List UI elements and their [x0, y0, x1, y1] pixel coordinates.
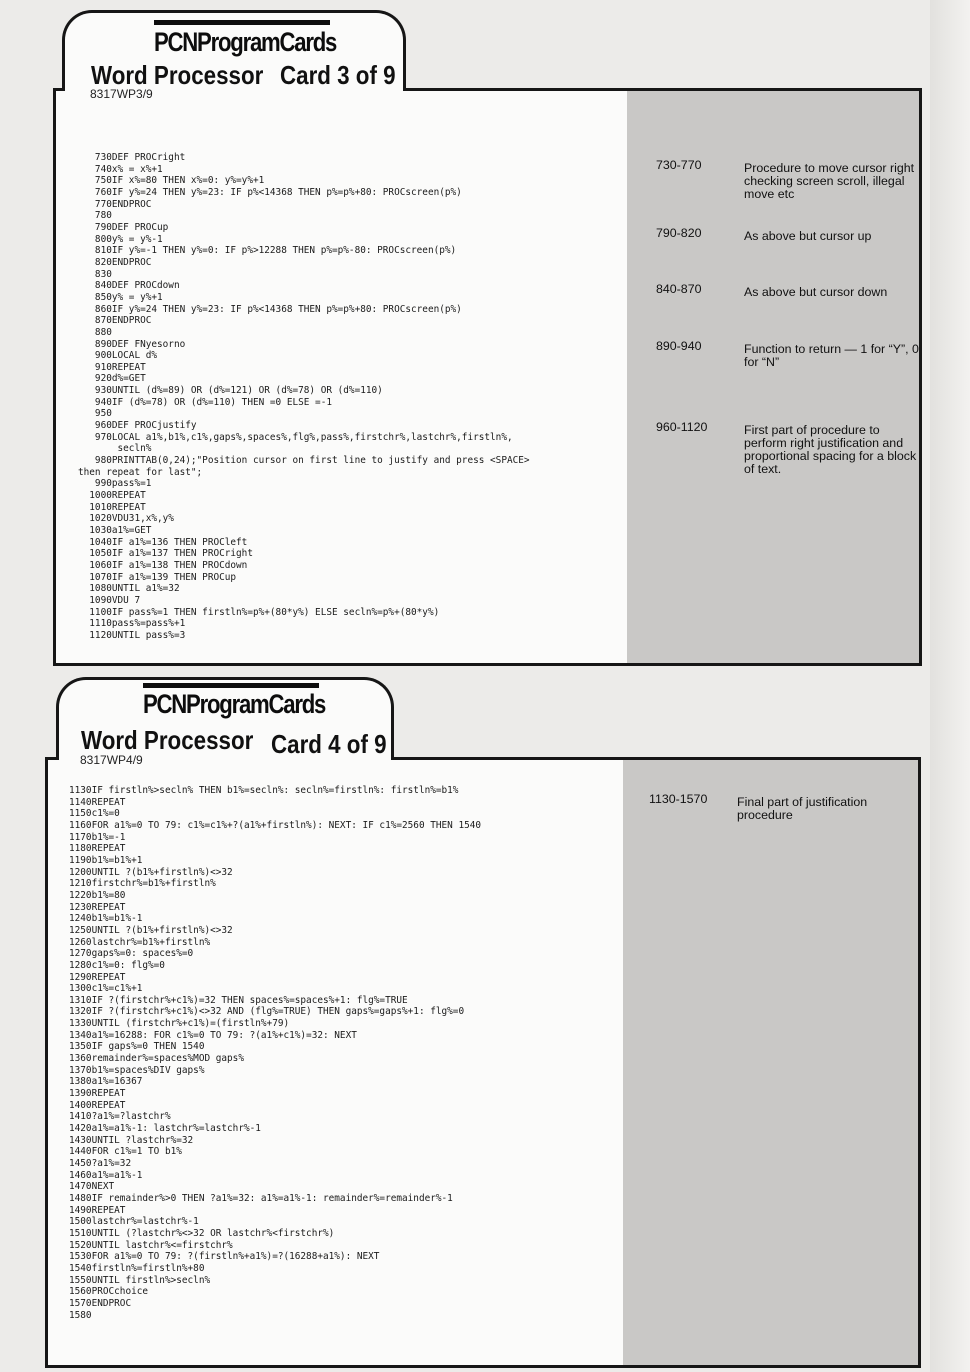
code-line: 1100IF pass%=1 THEN firstln%=p%+(80*y%) ELSE secln%=p%+(80*y%) [78, 606, 440, 618]
code-line: 1150c1%=0 [69, 808, 120, 820]
code-line: 1570ENDPROC [69, 1297, 132, 1309]
code-line: 1560PROCchoice [69, 1286, 149, 1298]
code-line: 1040IF a1%=136 THEN PROCleft [78, 536, 248, 548]
code-line: 1070IF a1%=139 THEN PROCup [78, 571, 237, 583]
card-title: Word Processor [91, 60, 264, 90]
code-line: 1540firstln%=firstln%+80 [69, 1262, 205, 1274]
code-line: 1090VDU 7 [78, 594, 141, 606]
card-number: Card 3 of 9 [280, 60, 396, 90]
pcn-logo: PCNProgramCards [154, 27, 337, 57]
code-line: 1180REPEAT [69, 843, 126, 855]
code-line: 1110pass%=pass%+1 [78, 618, 186, 630]
logo-bar [143, 683, 319, 688]
card-4 [45, 757, 921, 1368]
code-line: 1220b1%=80 [69, 889, 126, 901]
code-line: 1010REPEAT [78, 501, 146, 513]
code-line: 1580 [69, 1309, 92, 1321]
code-line: 870ENDPROC [78, 315, 152, 327]
code-line: 1000REPEAT [78, 490, 146, 502]
code-line: then repeat for last"; [78, 466, 203, 478]
code-line: 780 [78, 210, 112, 222]
code-line: 1060IF a1%=138 THEN PROCdown [78, 559, 248, 571]
code-line: 760IF y%=24 THEN y%=23: IF p%<14368 THEN p%=p%+80: PROCscreen(p%) [78, 186, 462, 198]
code-line: 1370b1%=spaces%DIV gaps% [69, 1064, 205, 1076]
code-line: 1430UNTIL ?lastchr%=32 [69, 1134, 194, 1146]
code-line: 1350IF gaps%=0 THEN 1540 [69, 1041, 205, 1053]
code-line: 1520UNTIL lastchr%<=firstchr% [69, 1239, 233, 1251]
code-line: 1310IF ?(firstchr%+c1%)=32 THEN spaces%=spaces%+1: flg%=TRUE [69, 994, 408, 1006]
code-line: 1550UNTIL firstln%>secln% [69, 1274, 211, 1286]
code-line: 1240b1%=b1%-1 [69, 913, 143, 925]
code-line: 1440FOR c1%=1 TO b1% [69, 1146, 182, 1158]
card-4-listing [69, 785, 481, 1321]
note-text: Procedure to move cursor right checking screen scroll, illegal move etc [744, 161, 915, 201]
card-3-listing [78, 152, 530, 642]
code-line: 1320IF ?(firstchr%+c1%)<>32 AND (flg%=TRUE) THEN gaps%=gaps%+1: flg%=0 [69, 1006, 465, 1018]
note-range: 1130-1570 [649, 792, 708, 806]
code-line: 850y% = y%+1 [78, 291, 163, 303]
code-line: 920d%=GET [78, 373, 146, 385]
code-line: 970LOCAL a1%,b1%,c1%,gaps%,spaces%,flg%,pass%,firstchr%,lastchr%,firstln%, [78, 431, 513, 443]
code-line: 1420a1%=a1%-1: lastchr%=lastchr%-1 [69, 1123, 261, 1135]
card-title: Word Processor [81, 725, 254, 755]
card-number: Card 4 of 9 [271, 729, 387, 759]
note-range: 730-770 [656, 158, 702, 172]
code-line: 1400REPEAT [69, 1099, 126, 1111]
code-line: 810IF y%=-1 THEN y%=0: IF p%>12288 THEN p%=p%-80: PROCscreen(p%) [78, 245, 457, 257]
code-line: 1500lastchr%=lastchr%-1 [69, 1216, 199, 1228]
code-line: 860IF y%=24 THEN y%=23: IF p%<14368 THEN p%=p%+80: PROCscreen(p%) [78, 303, 462, 315]
code-line: 1130IF firstln%>secln% THEN b1%=secln%: secln%=firstln%: firstln%=b1% [69, 785, 459, 796]
code-line: 770ENDPROC [78, 198, 152, 210]
code-line: 820ENDPROC [78, 256, 152, 268]
logo-bar [154, 20, 330, 25]
code-line: 1470NEXT [69, 1181, 115, 1193]
code-line: 910REPEAT [78, 361, 146, 373]
code-line: 750IF x%=80 THEN x%=0: y%=y%+1 [78, 175, 265, 187]
note-range: 890-940 [656, 339, 702, 353]
code-line: 1330UNTIL (firstchr%+c1%)=(firstln%+79) [69, 1018, 290, 1030]
code-line: 1300c1%=c1%+1 [69, 983, 143, 995]
code-line: 1080UNTIL a1%=32 [78, 583, 180, 595]
code-line: 1340a1%=16288: FOR c1%=0 TO 79: ?(a1%+c1%)=32: NEXT [69, 1029, 357, 1041]
code-line: 1160FOR a1%=0 TO 79: c1%=c1%+?(a1%+firstln%): NEXT: IF c1%=2560 THEN 1540 [69, 819, 482, 831]
code-line: 1210firstchr%=b1%+firstln% [69, 878, 216, 890]
page-background-shadow [930, 0, 970, 1372]
code-line: 1480IF remainder%>0 THEN ?a1%=32: a1%=a1%-1: remainder%=remainder%-1 [69, 1192, 453, 1204]
code-line: 840DEF PROCdown [78, 280, 180, 292]
code-line: 1270gaps%=0: spaces%=0 [69, 948, 194, 960]
note-text: As above but cursor down [744, 285, 888, 299]
code-line: 1170b1%=-1 [69, 831, 126, 843]
code-line: 740x% = x%+1 [78, 163, 163, 175]
code-line: 990pass%=1 [78, 478, 152, 490]
code-line: 960DEF PROCjustify [78, 420, 197, 432]
card-code: 8317WP4/9 [80, 753, 143, 767]
code-line: 980PRINTTAB(0,24);"Position cursor on first line to justify and press <SPACE> [78, 455, 530, 467]
code-line: 1280c1%=0: flg%=0 [69, 959, 165, 971]
code-line: 1140REPEAT [69, 796, 126, 808]
note-text: As above but cursor up [744, 229, 872, 243]
code-line: 1460a1%=a1%-1 [69, 1169, 143, 1181]
code-line: 790DEF PROCup [78, 221, 169, 233]
code-line: 940IF (d%=78) OR (d%=110) THEN =0 ELSE =-1 [78, 396, 332, 408]
code-line: 1490REPEAT [69, 1204, 126, 1216]
code-line: 1450?a1%=32 [69, 1158, 132, 1169]
code-line: 1200UNTIL ?(b1%+firstln%)<>32 [69, 866, 233, 878]
code-line: 1120UNTIL pass%=3 [78, 629, 186, 641]
code-line: 1190b1%=b1%+1 [69, 854, 143, 866]
note-text: First part of procedure to perform right justification and proportional spacing for a block of text. [744, 423, 917, 476]
code-line: 900LOCAL d% [78, 350, 158, 362]
note-text: Final part of justification procedure [737, 795, 868, 822]
code-line: 1510UNTIL (?lastchr%<>32 OR lastchr%<firstchr%) [69, 1227, 335, 1239]
code-line: 830 [78, 268, 112, 280]
code-line: 1390REPEAT [69, 1088, 126, 1100]
code-line: 1290REPEAT [69, 971, 126, 983]
code-line: 1410?a1%=?lastchr% [69, 1111, 171, 1123]
note-range: 840-870 [656, 282, 702, 296]
code-line: 800y% = y%-1 [78, 233, 163, 245]
code-line: 1360remainder%=spaces%MOD gaps% [69, 1053, 244, 1065]
code-line: 1380a1%=16367 [69, 1076, 143, 1088]
card-4-notes-panel [623, 760, 918, 1365]
pcn-logo: PCNProgramCards [143, 689, 326, 719]
code-line: 1230REPEAT [69, 901, 126, 913]
code-line: 880 [78, 326, 112, 338]
code-line: 1050IF a1%=137 THEN PROCright [78, 548, 253, 560]
note-text: Function to return — 1 for “Y”, 0 for “N” [744, 342, 919, 369]
code-line: 1530FOR a1%=0 TO 79: ?(firstln%+a1%)=?(16288+a1%): NEXT [69, 1251, 380, 1263]
card-3 [53, 88, 922, 666]
code-line: 1250UNTIL ?(b1%+firstln%)<>32 [69, 924, 233, 936]
code-line: 950 [78, 408, 112, 420]
code-line: 1020VDU31,x%,y% [78, 513, 174, 525]
code-line: secln% [78, 443, 152, 455]
code-line: 1260lastchr%=b1%+firstln% [69, 936, 211, 948]
card-code: 8317WP3/9 [90, 87, 153, 101]
code-line: 930UNTIL (d%=89) OR (d%=121) OR (d%=78) OR (d%=110) [78, 385, 383, 397]
code-line: 1030a1%=GET [78, 525, 152, 536]
code-line: 890DEF FNyesorno [78, 338, 186, 350]
code-line: 730DEF PROCright [78, 152, 186, 163]
note-range: 960-1120 [656, 420, 708, 434]
note-range: 790-820 [656, 226, 702, 240]
